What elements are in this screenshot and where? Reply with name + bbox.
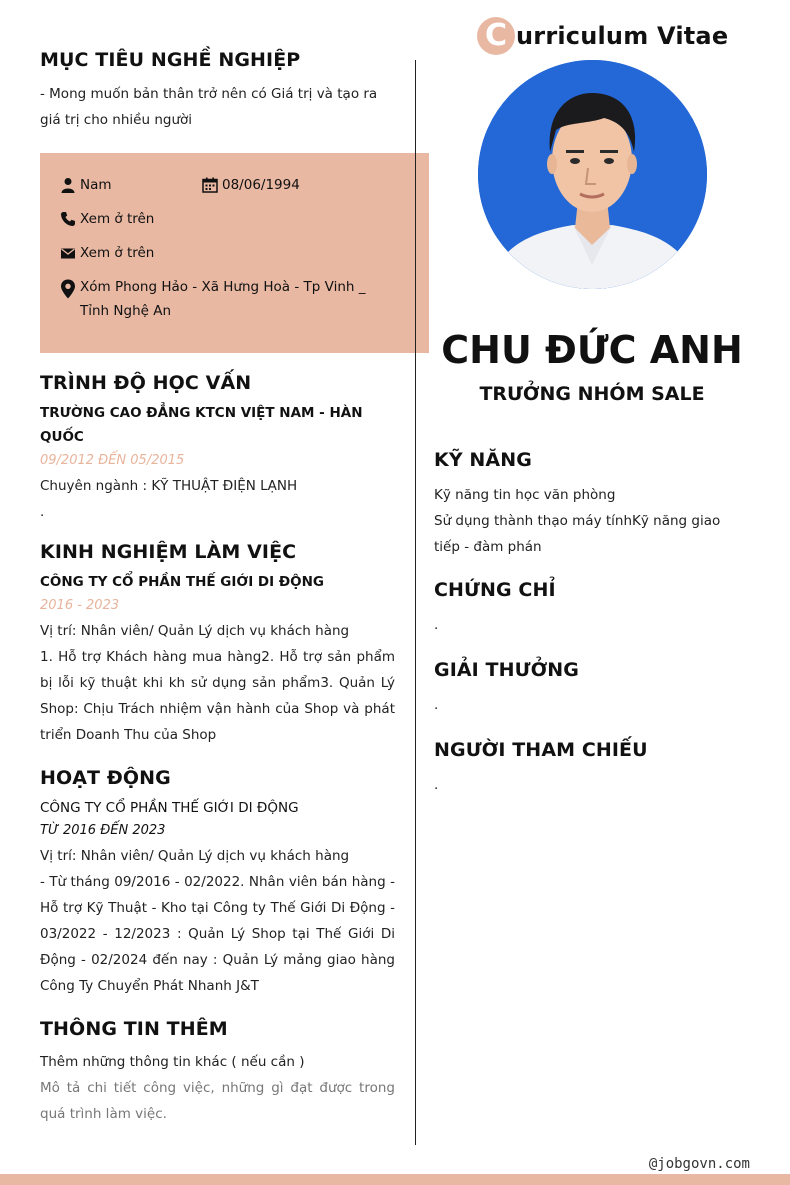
activities-org: CÔNG TY CỔ PHẦN THẾ GIỚI DI ĐỘNG bbox=[40, 800, 299, 816]
skills-line-2: Sử dụng thành thạo máy tínhKỹ năng giao tiếp - đàm phán bbox=[434, 513, 721, 555]
education-period: 09/2012 ĐẾN 05/2015 bbox=[40, 453, 185, 468]
left-column-lower bbox=[40, 369, 395, 1127]
profile-photo-illustration bbox=[478, 60, 707, 289]
objective-text: - Mong muốn bản thân trở nên có Giá trị và tạo ra giá trị cho nhiều người bbox=[40, 86, 378, 128]
left-column bbox=[40, 46, 395, 133]
activities-description: - Từ tháng 09/2016 - 02/2022. Nhân viên bán hàng - Hỗ trợ Kỹ Thuật - Kho tại Công ty Thế Giới Di Động - 03/2022 - 12/2023 : Quản Lý Shop tại Thế Giới Di Động - 02/2024 đến nay : Quản Lý mảng giao hàng Công Ty Chuyển Phát Nhanh J&T bbox=[40, 874, 395, 994]
skills-title: KỸ NĂNG bbox=[434, 449, 532, 471]
education-major: Chuyên ngành : KỸ THUẬT ĐIỆN LẠNH bbox=[40, 478, 298, 494]
phone-icon bbox=[60, 211, 76, 227]
references-title: NGƯỜI THAM CHIẾU bbox=[434, 739, 648, 761]
awards-title: GIẢI THƯỞNG bbox=[434, 659, 579, 681]
profile-photo bbox=[478, 60, 707, 289]
calendar-icon bbox=[202, 177, 218, 193]
address-value: Xóm Phong Hảo - Xã Hưng Hoà - Tp Vinh _ Tỉnh Nghệ An bbox=[80, 279, 366, 319]
phone-value: Xem ở trên bbox=[80, 211, 155, 227]
profile-position: TRƯỞNG NHÓM SALE bbox=[479, 383, 705, 405]
experience-title: KINH NGHIỆM LÀM VIỆC bbox=[40, 541, 297, 563]
activities-role: Vị trí: Nhân viên/ Quản Lý dịch vụ khách hàng bbox=[40, 848, 350, 864]
certificates-text: . bbox=[434, 617, 439, 633]
person-icon bbox=[60, 177, 76, 193]
cv-logo-text: urriculum Vitae bbox=[516, 22, 729, 50]
education-title: TRÌNH ĐỘ HỌC VẤN bbox=[40, 372, 252, 394]
watermark: @jobgovn.com bbox=[648, 1156, 750, 1172]
experience-company: CÔNG TY CỔ PHẦN THẾ GIỚI DI ĐỘNG bbox=[40, 574, 325, 590]
references-text: . bbox=[434, 777, 439, 793]
location-pin-icon bbox=[60, 279, 76, 299]
education-note: . bbox=[40, 504, 45, 520]
additional-text: Thêm những thông tin khác ( nếu cần ) bbox=[40, 1054, 305, 1070]
certificates-title: CHỨNG CHỈ bbox=[434, 579, 556, 601]
education-school: TRƯỜNG CAO ĐẲNG KTCN VIỆT NAM - HÀN QUỐC bbox=[40, 405, 363, 445]
activities-title: HOẠT ĐỘNG bbox=[40, 767, 171, 789]
activities-period: TỪ 2016 ĐẾN 2023 bbox=[40, 823, 166, 838]
address-row bbox=[60, 275, 380, 323]
experience-role: Vị trí: Nhân viên/ Quản Lý dịch vụ khách hàng bbox=[40, 623, 350, 639]
additional-hint: Mô tả chi tiết công việc, những gì đạt được trong quá trình làm việc. bbox=[40, 1080, 395, 1122]
objective-title: MỤC TIÊU NGHỀ NGHIỆP bbox=[40, 49, 301, 71]
gender-row bbox=[60, 173, 112, 197]
cv-logo bbox=[477, 17, 728, 55]
experience-description: 1. Hỗ trợ Khách hàng mua hàng2. Hỗ trợ sản phẩm bị lỗi kỹ thuật khi kh sử dụng sản phẩm3. Quản Lý Shop: Chịu Trách nhiệm vận hành của Shop và phát triển Doanh Thu của Shop bbox=[40, 649, 395, 743]
cv-logo-letter: C bbox=[484, 18, 508, 53]
skills-line-1: Kỹ năng tin học văn phòng bbox=[434, 487, 616, 503]
additional-title: THÔNG TIN THÊM bbox=[40, 1018, 228, 1040]
envelope-icon bbox=[60, 245, 76, 261]
email-row bbox=[60, 241, 154, 265]
cv-logo-circle bbox=[477, 17, 515, 55]
email-value: Xem ở trên bbox=[80, 245, 155, 261]
footer-bar bbox=[0, 1174, 790, 1185]
experience-period: 2016 - 2023 bbox=[40, 598, 120, 613]
column-divider bbox=[415, 60, 416, 1145]
contact-info-box bbox=[40, 153, 429, 353]
phone-row bbox=[60, 207, 154, 231]
profile-name: CHU ĐỨC ANH bbox=[441, 328, 743, 372]
birthdate-value: 08/06/1994 bbox=[222, 177, 300, 193]
right-column bbox=[434, 446, 734, 798]
birthdate-row bbox=[202, 173, 300, 197]
gender-value: Nam bbox=[80, 177, 112, 193]
awards-text: . bbox=[434, 697, 439, 713]
